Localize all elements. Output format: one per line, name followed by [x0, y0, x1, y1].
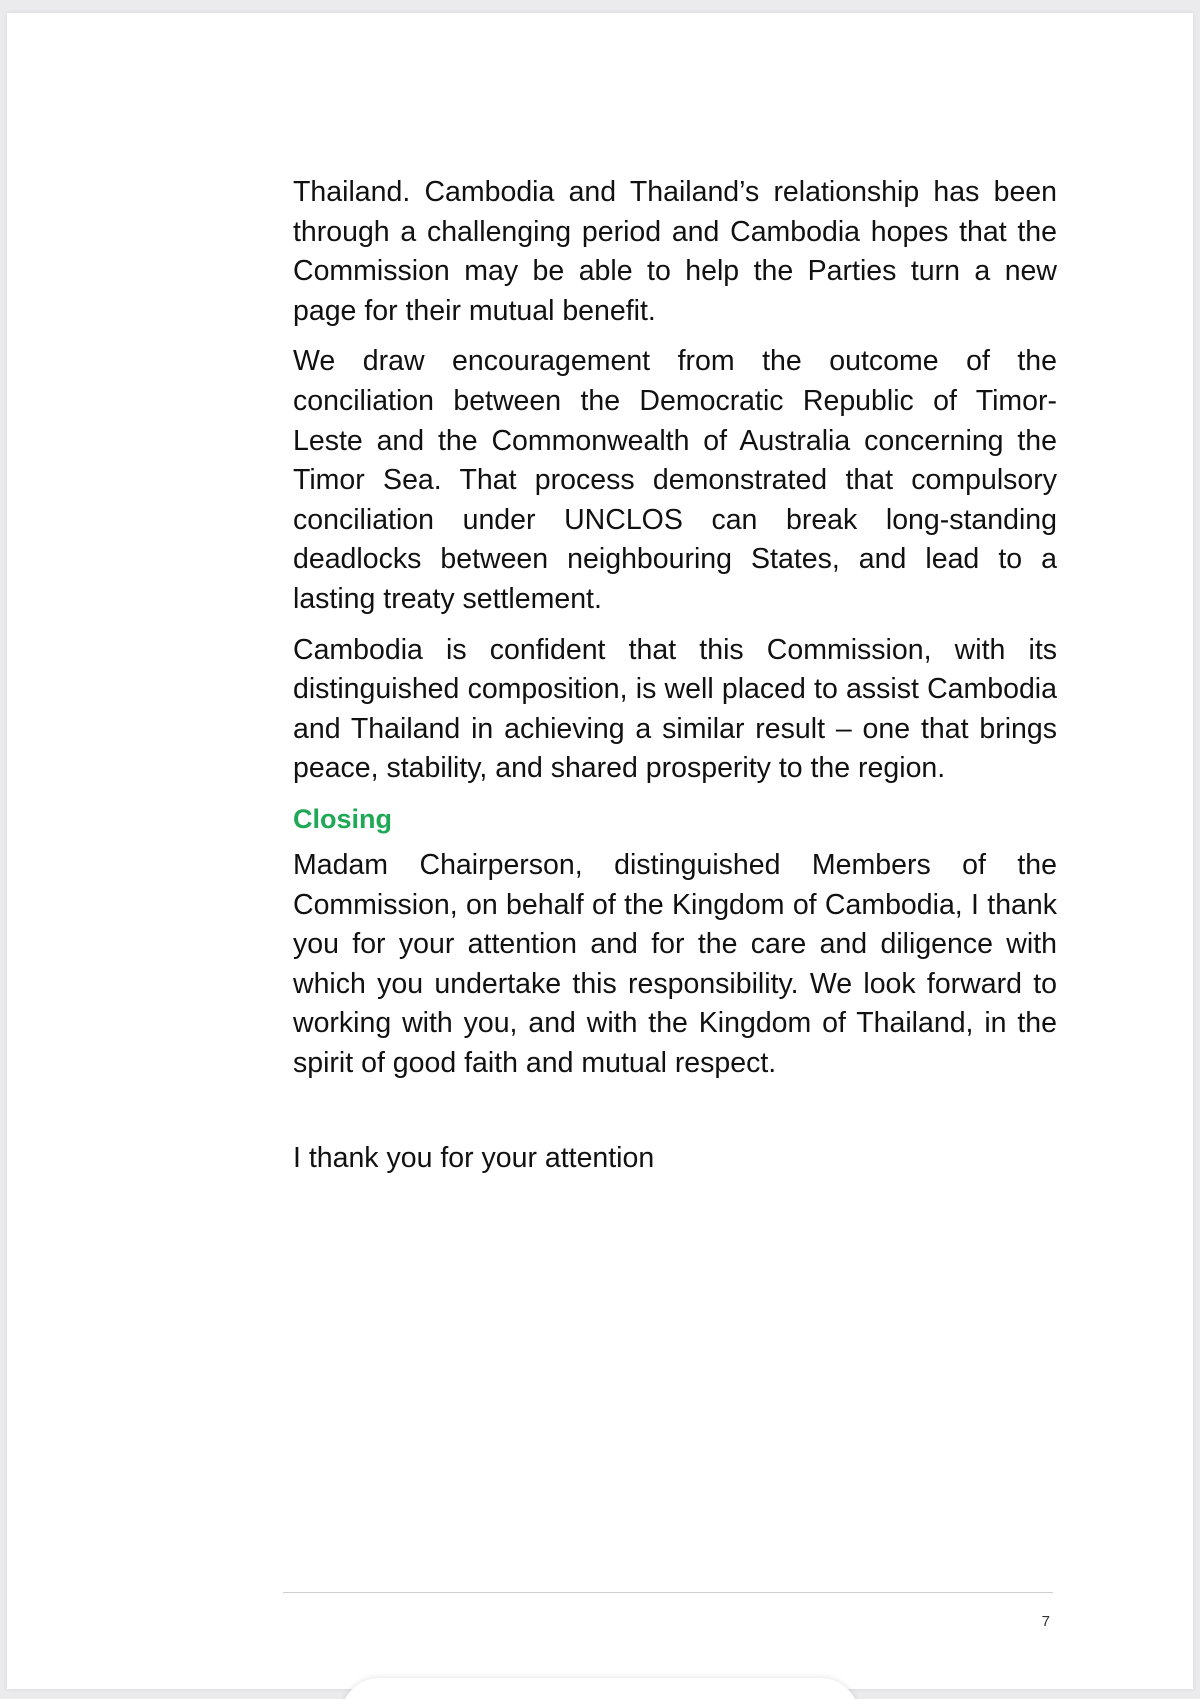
page-content [293, 173, 1057, 1179]
document-page [7, 13, 1193, 1689]
paragraph-timor-sea-precedent: We draw encouragement from the outcome of the conciliation between the Democratic Republic of Timor-Leste and the Commonwealth of Australia concerning the Timor Sea. That process demonstrated that compulsory conciliation under UNCLOS can break long-standing deadlocks between neighbouring States, and lead to a lasting treaty settlement. [293, 345, 1057, 615]
bottom-toolbar-handle[interactable] [340, 1678, 860, 1699]
paragraph-closing: Madam Chairperson, distinguished Members of the Commission, on behalf of the Kingdom of Cambodia, I thank you for your attention and for the care and diligence with which you undertake this responsibility. We look forward to working with you, and with the Kingdom of Thailand, in the spirit of good faith and mutual respect. [293, 848, 1057, 1079]
footer-divider [283, 1592, 1053, 1593]
final-thanks-line: I thank you for your attention [293, 1142, 655, 1175]
paragraph-relationship: Thailand. Cambodia and Thailand’s relationship has been through a challenging period and Cambodia hopes that the Commission may be able to help the Parties turn a new page for their mutual benefit. [293, 176, 1057, 327]
page-number: 7 [1041, 1613, 1050, 1630]
paragraph-commission-confidence: Cambodia is confident that this Commission, with its distinguished composition, is well placed to assist Cambodia and Thailand in achieving a similar result – one that brings peace, stability, and shared prosperity to the region. [293, 633, 1057, 785]
section-heading-closing: Closing [293, 803, 392, 834]
